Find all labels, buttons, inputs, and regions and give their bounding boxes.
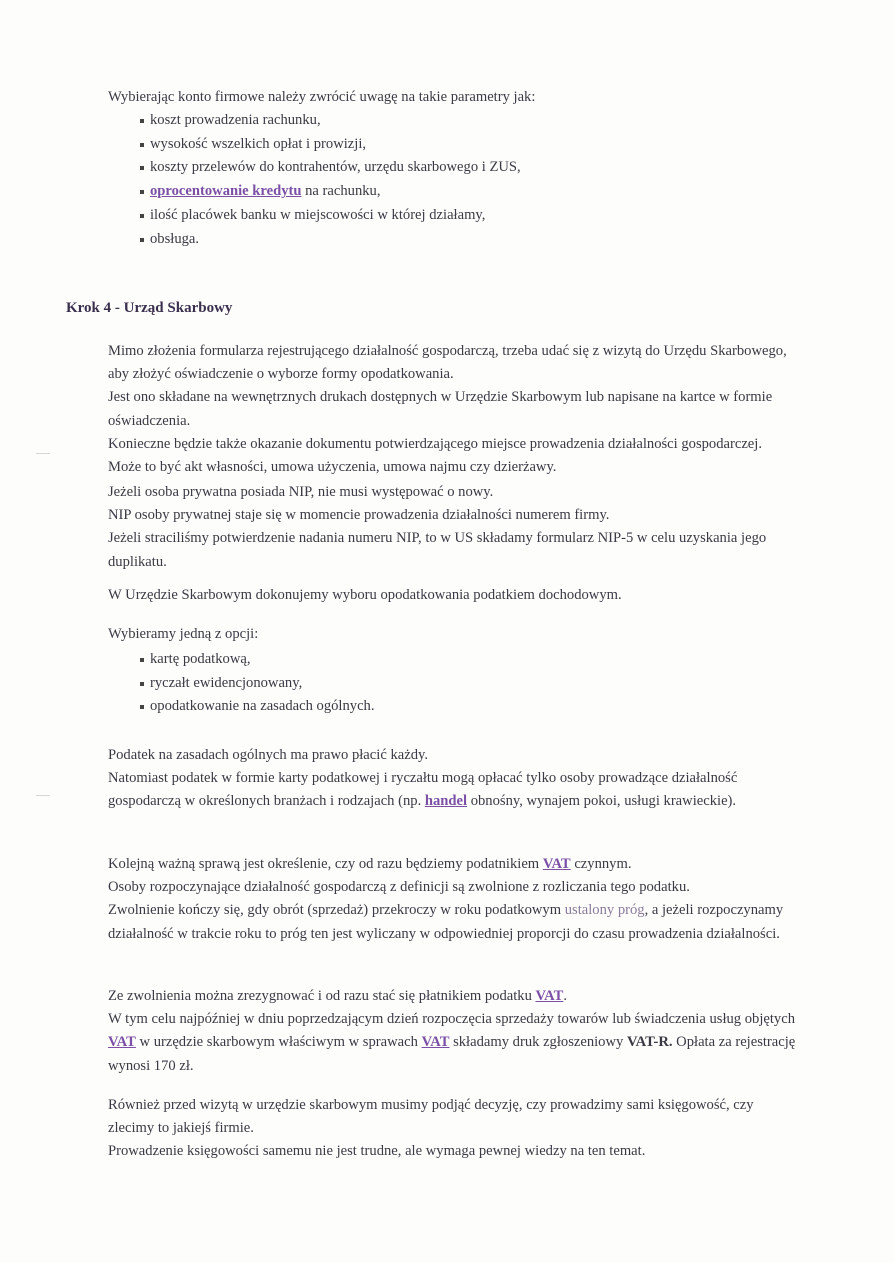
list-item: ryczałt ewidencjonowany, xyxy=(140,672,375,696)
oprocentowanie-kredytu-link[interactable]: oprocentowanie kredytu xyxy=(150,183,302,200)
para-line: Kolejną ważną sprawą jest określenie, czy od razu będziemy podatnikiem VAT czynnym. xyxy=(108,856,632,872)
para-line: Ze zwolnienia można zrezygnować i od razu stać się płatnikiem podatku VAT. xyxy=(108,988,568,1004)
para-line: Podatek na zasadach ogólnych ma prawo płacić każdy. xyxy=(108,747,428,763)
para-line: Jeżeli osoba prywatna posiada NIP, nie musi występować o nowy. xyxy=(108,484,494,500)
vat-link[interactable]: VAT xyxy=(108,1034,136,1051)
list-item: kartę podatkową, xyxy=(140,648,375,672)
list-item: obsługa. xyxy=(140,228,521,252)
paragraph-vat xyxy=(108,853,798,946)
paragraph-accounting xyxy=(108,1094,798,1164)
paragraph-income-tax: W Urzędzie Skarbowym dokonujemy wyboru opodatkowania podatkiem dochodowym. xyxy=(108,587,622,603)
para-line: Konieczne będzie także okazanie dokumentu potwierdzającego miejsce prowadzenia działalności gospodarczej. Może to być akt własności, umowa użyczenia, umowa najmu czy dzierżawy. xyxy=(108,435,762,476)
paragraph-registration xyxy=(108,340,798,479)
ustalony-prog-text: ustalony próg xyxy=(564,902,645,919)
list-item: opodatkowanie na zasadach ogólnych. xyxy=(140,695,375,719)
para-line: NIP osoby prywatnej staje się w momencie prowadzenia działalności numerem firmy. xyxy=(108,507,610,524)
list-item: oprocentowanie kredytu na rachunku, xyxy=(140,180,521,204)
scan-mark xyxy=(36,795,50,796)
paragraph-nip xyxy=(108,481,798,574)
scan-mark xyxy=(36,453,50,454)
para-line: Jest ono składane na wewnętrznych drukach dostępnych w Urzędzie Skarbowym lub napisane na kartce w formie oświadczenia. xyxy=(108,389,773,429)
para-line: Natomiast podatek w formie karty podatkowej i ryczałtu mogą opłacać tylko osoby prowadzące działalność gospodarczą w określonych branżach i rodzajach (np. handel obnośny, wynajem pokoi, usługi krawieckie). xyxy=(108,770,738,810)
paragraph-tax-forms xyxy=(108,744,798,814)
intro-text: Wybierając konto firmowe należy zwrócić uwagę na takie parametry jak: xyxy=(108,89,536,105)
vat-r-form: VAT-R. xyxy=(626,1034,673,1051)
vat-link[interactable]: VAT xyxy=(535,988,564,1004)
para-line: Zwolnienie kończy się, gdy obrót (sprzedaż) przekroczy w roku podatkowym ustalony próg, a jeżeli rozpoczynamy działalność w trakcie roku to próg ten jest wyliczany w odpowiedniej proporcji do czasu prowadzenia działalności. xyxy=(108,902,784,942)
vat-link[interactable]: VAT xyxy=(542,856,571,872)
para-line: Osoby rozpoczynające działalność gospodarczą z definicji są zwolnione z rozliczania tego podatku. xyxy=(108,879,690,896)
para-line: Jeżeli straciliśmy potwierdzenie nadania numeru NIP, to w US składamy formularz NIP-5 w celu uzyskania jego duplikatu. xyxy=(108,530,767,570)
tax-options-list xyxy=(140,648,375,719)
handel-link[interactable]: handel xyxy=(424,793,468,810)
para-line: W tym celu najpóźniej w dniu poprzedzającym dzień rozpoczęcia sprzedaży towarów lub świadczenia usług objętych VAT w urzędzie skarbowym właściwym w sprawach VAT składamy druk zgłoszeniowy VAT-R. Opłata za rejestrację wynosi 170 zł. xyxy=(108,1011,796,1074)
list-item: wysokość wszelkich opłat i prowizji, xyxy=(140,133,521,157)
paragraph-vat-registration xyxy=(108,985,798,1078)
vat-link[interactable]: VAT xyxy=(421,1034,450,1051)
para-line: Również przed wizytą w urzędzie skarbowym musimy podjąć decyzję, czy prowadzimy sami księgowość, czy zlecimy to jakiejś firmie. xyxy=(108,1097,754,1137)
para-line: Mimo złożenia formularza rejestrującego działalność gospodarczą, trzeba udać się z wizytą do Urzędu Skarbowego, aby złożyć oświadczenie o wyborze formy opodatkowania. xyxy=(108,343,787,383)
list-item: koszty przelewów do kontrahentów, urzędu skarbowego i ZUS, xyxy=(140,156,521,180)
list-item: koszt prowadzenia rachunku, xyxy=(140,109,521,133)
list-item: ilość placówek banku w miejscowości w której działamy, xyxy=(140,204,521,228)
para-line: Prowadzenie księgowości samemu nie jest trudne, ale wymaga pewnej wiedzy na ten temat. xyxy=(108,1143,646,1160)
parameters-list xyxy=(140,109,521,251)
options-intro: Wybieramy jedną z opcji: xyxy=(108,626,259,642)
section-heading: Krok 4 - Urząd Skarbowy xyxy=(66,300,233,316)
